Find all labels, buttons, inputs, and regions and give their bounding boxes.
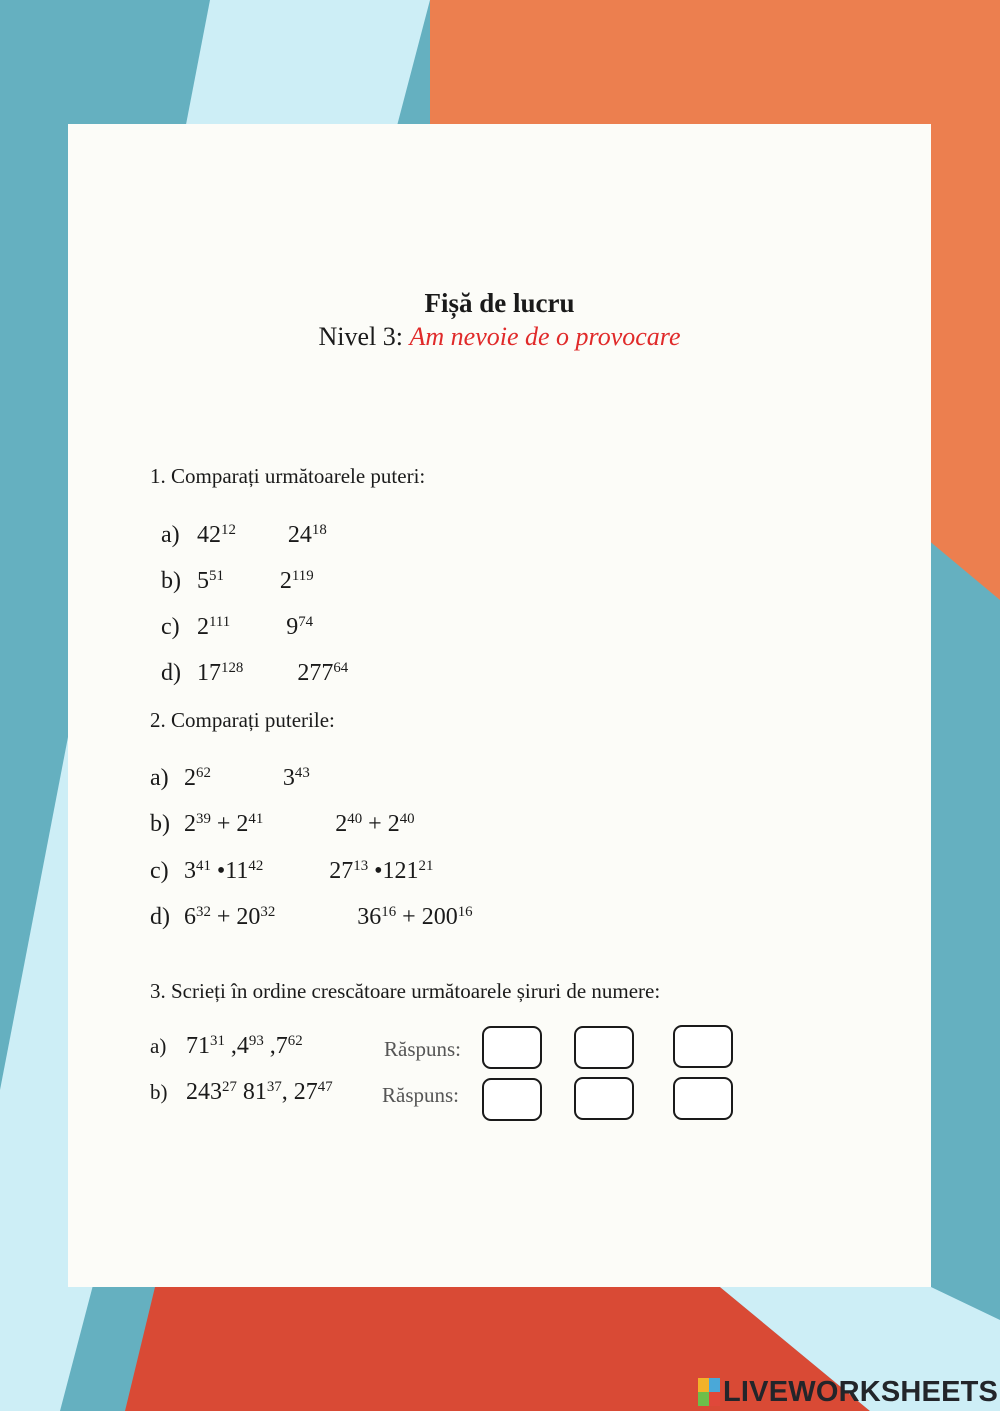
q3-heading: 3. Scrieți în ordine crescătoare următoarele șiruri de numere: xyxy=(150,979,661,1003)
worksheet-page xyxy=(68,124,931,1287)
worksheet-subtitle xyxy=(68,322,931,352)
q1-item-d: d) $17^{128}$ $277^{64}$ xyxy=(161,659,349,686)
q1-item-b: b) $5^{51}$ $2^{119}$ xyxy=(161,567,314,594)
q3-a-answer-box-2[interactable] xyxy=(574,1026,634,1069)
q2-item-c: c) $3^{41}$ $•11^{42}$ $27^{13}$ $•121^{21}$ xyxy=(150,857,434,884)
subtitle-prefix: Nivel 3: xyxy=(318,322,410,351)
q1-item-a: a) $42^{12}$ $24^{18}$ xyxy=(161,521,327,548)
q2-item-b: b) $2^{39} + 2^{41}$ $2^{40} + 2^{40}$ xyxy=(150,810,415,837)
liveworksheets-logo[interactable] xyxy=(698,1376,998,1408)
q2-item-a: a) $2^{62}$ $3^{43}$ xyxy=(150,764,310,791)
q3-item-a: a) $71^{31}$ $,4^{93}$ $,7^{62}$ xyxy=(150,1032,303,1059)
q2-item-d: d) $6^{32} + 20^{32}$ $36^{16} + 200^{16}$ xyxy=(150,903,473,930)
worksheet-title: Fișă de lucru xyxy=(424,288,575,318)
q1-heading: 1. Comparați următoarele puteri: xyxy=(150,464,426,488)
q3-item-b: b) $243^{27}$ $81^{37}$, $27^{47}$ xyxy=(150,1078,333,1105)
q3-b-answer-box-2[interactable] xyxy=(574,1077,634,1120)
subtitle-accent: Am nevoie de o provocare xyxy=(409,322,681,351)
q1-item-c: c) $2^{111}$ $9^{74}$ xyxy=(161,613,314,640)
q3-a-answer-box-3[interactable] xyxy=(673,1025,733,1068)
q3-b-answer-box-1[interactable] xyxy=(482,1078,542,1121)
q3-a-answer-box-1[interactable] xyxy=(482,1026,542,1069)
q3-a-answer-label: Răspuns: xyxy=(384,1037,462,1061)
q2-heading: 2. Comparați puterile: xyxy=(150,708,335,732)
logo-text: LIVEWORKSHEETS xyxy=(723,1375,999,1408)
liveworksheets-icon xyxy=(698,1378,720,1406)
q3-b-answer-box-3[interactable] xyxy=(673,1077,733,1120)
q3-b-answer-label: Răspuns: xyxy=(382,1083,460,1107)
